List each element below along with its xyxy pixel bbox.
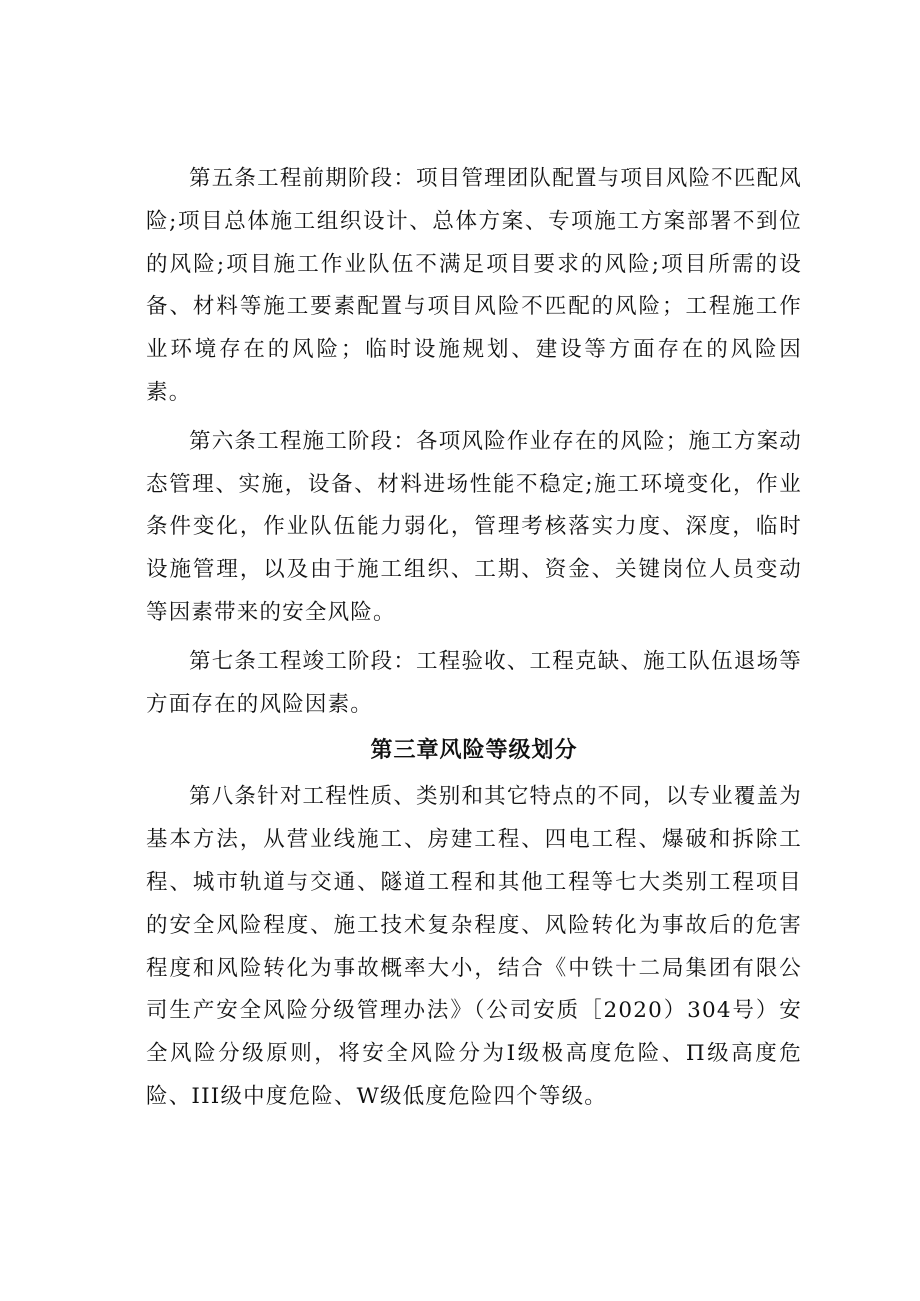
article-5-paragraph: 第五条工程前期阶段：项目管理团队配置与项目风险不匹配风险;项目总体施工组织设计、总体方案、专项施工方案部署不到位的风险;项目施工作业队伍不满足项目要求的风险;项目所需的设备、材料等施工要素配置与项目风险不匹配的风险；工程施工作业环境存在的风险；临时设施规划、建设等方面存在的风险因素。 [146,166,802,405]
document-page [146,158,802,1125]
article-7-paragraph: 第七条工程竣工阶段：工程验收、工程克缺、施工队伍退场等方面存在的风险因素。 [146,648,802,717]
article-8-paragraph: 第八条针对工程性质、类别和其它特点的不同，以专业覆盖为基本方法，从营业线施工、房建工程、四电工程、爆破和拆除工程、城市轨道与交通、隧道工程和其他工程等七大类别工程项目的安全风险程度、施工技术复杂程度、风险转化为事故后的危害程度和风险转化为事故概率大小，结合《中铁十二局集团有限公司生产安全风险分级管理办法》（公司安质［2020）304号）安全风险分级原则，将安全风险分为I级极高度危险、Π级高度危险、III级中度危险、W级低度危险四个等级。 [146,784,802,1109]
article-6-paragraph: 第六条工程施工阶段：各项风险作业存在的风险；施工方案动态管理、实施，设备、材料进场性能不稳定;施工环境变化，作业条件变化，作业队伍能力弱化，管理考核落实力度、深度，临时设施管理，以及由于施工组织、工期、资金、关键岗位人员变动等因素带来的安全风险。 [146,428,802,625]
chapter-3-title: 第三章风险等级划分 [370,738,578,764]
